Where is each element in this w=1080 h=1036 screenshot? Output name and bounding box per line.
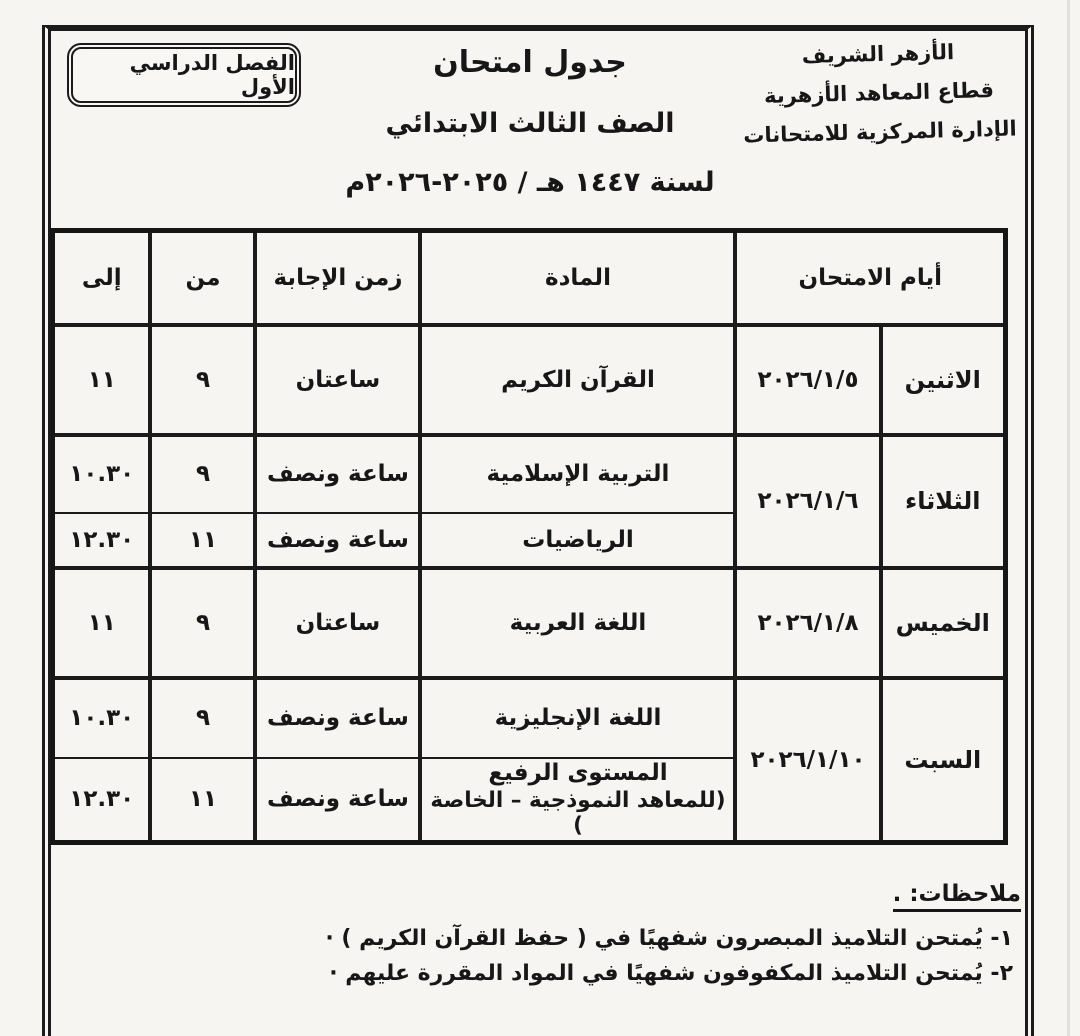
from-cell: ٩ xyxy=(150,435,255,513)
duration-cell: ساعة ونصف xyxy=(255,678,420,758)
subject-cell: اللغة العربية xyxy=(420,568,735,678)
table-row-thursday xyxy=(52,568,1005,678)
duration-cell: ساعة ونصف xyxy=(255,435,420,513)
day-cell: الاثنين xyxy=(881,325,1006,435)
subject-cell: التربية الإسلامية xyxy=(420,435,735,513)
letterhead-line-2: قطاع المعاهد الأزهرية xyxy=(763,77,995,108)
to-cell: ١١ xyxy=(52,325,150,435)
to-cell: ١٠.٣٠ xyxy=(52,435,150,513)
semester-badge xyxy=(67,43,301,107)
date-cell: ٢٠٢٦/١/٥ xyxy=(735,325,880,435)
from-cell: ٩ xyxy=(150,325,255,435)
document-frame xyxy=(42,25,1034,1036)
note-item-1: ١- يُمتحن التلاميذ المبصرون شفهيًا في ( حفظ القرآن الكريم ) · xyxy=(325,926,1013,951)
page-title: جدول امتحان xyxy=(433,45,627,80)
duration-cell: ساعة ونصف xyxy=(255,513,420,568)
header-from: من xyxy=(150,231,255,325)
from-cell: ٩ xyxy=(150,568,255,678)
subject-cell: اللغة الإنجليزية xyxy=(420,678,735,758)
table-row-tuesday-1 xyxy=(52,435,1005,513)
subject-line-2: (للمعاهد النموذجية – الخاصة ) xyxy=(430,788,726,839)
notes-section xyxy=(301,881,1021,992)
date-cell: ٢٠٢٦/١/٦ xyxy=(735,435,880,568)
duration-cell: ساعتان xyxy=(255,568,420,678)
header-to: إلى xyxy=(52,231,150,325)
from-cell: ١١ xyxy=(150,513,255,568)
subject-cell xyxy=(420,758,735,843)
date-cell: ٢٠٢٦/١/١٠ xyxy=(735,678,880,843)
letterhead-line-3: الإدارة المركزية للامتحانات xyxy=(742,116,1018,148)
to-cell: ١١ xyxy=(52,568,150,678)
title-block xyxy=(325,45,735,198)
day-cell: السبت xyxy=(881,678,1006,843)
to-cell: ١٢.٣٠ xyxy=(52,758,150,843)
duration-cell: ساعة ونصف xyxy=(255,758,420,843)
table-header-row xyxy=(52,231,1005,325)
subject-cell: القرآن الكريم xyxy=(420,325,735,435)
subject-cell: الرياضيات xyxy=(420,513,735,568)
table-row-monday xyxy=(52,325,1005,435)
duration-cell: ساعتان xyxy=(255,325,420,435)
day-cell: الخميس xyxy=(881,568,1006,678)
from-cell: ١١ xyxy=(150,758,255,843)
azhar-letterhead xyxy=(738,31,1021,155)
letterhead-line-1: الأزهر الشريف xyxy=(801,40,955,69)
notes-heading: ملاحظات: . xyxy=(893,881,1021,912)
to-cell: ١٢.٣٠ xyxy=(52,513,150,568)
day-cell: الثلاثاء xyxy=(881,435,1006,568)
from-cell: ٩ xyxy=(150,678,255,758)
to-cell: ١٠.٣٠ xyxy=(52,678,150,758)
header-subject: المادة xyxy=(420,231,735,325)
semester-badge-label: الفصل الدراسي الأول xyxy=(129,51,295,99)
date-cell: ٢٠٢٦/١/٨ xyxy=(735,568,880,678)
grade-subtitle: الصف الثالث الابتدائي xyxy=(385,108,675,139)
table-row-saturday-1 xyxy=(52,678,1005,758)
note-item-2: ٢- يُمتحن التلاميذ المكفوفون شفهيًا في المواد المقررة عليهم · xyxy=(329,961,1013,986)
header-duration: زمن الإجابة xyxy=(255,231,420,325)
subject-line-1: المستوى الرفيع xyxy=(488,760,668,787)
exam-schedule-table xyxy=(50,228,1008,845)
header-exam-days: أيام الامتحان xyxy=(735,231,1005,325)
year-line: لسنة ١٤٤٧ هـ / ٢٠٢٥-٢٠٢٦م xyxy=(345,167,715,198)
